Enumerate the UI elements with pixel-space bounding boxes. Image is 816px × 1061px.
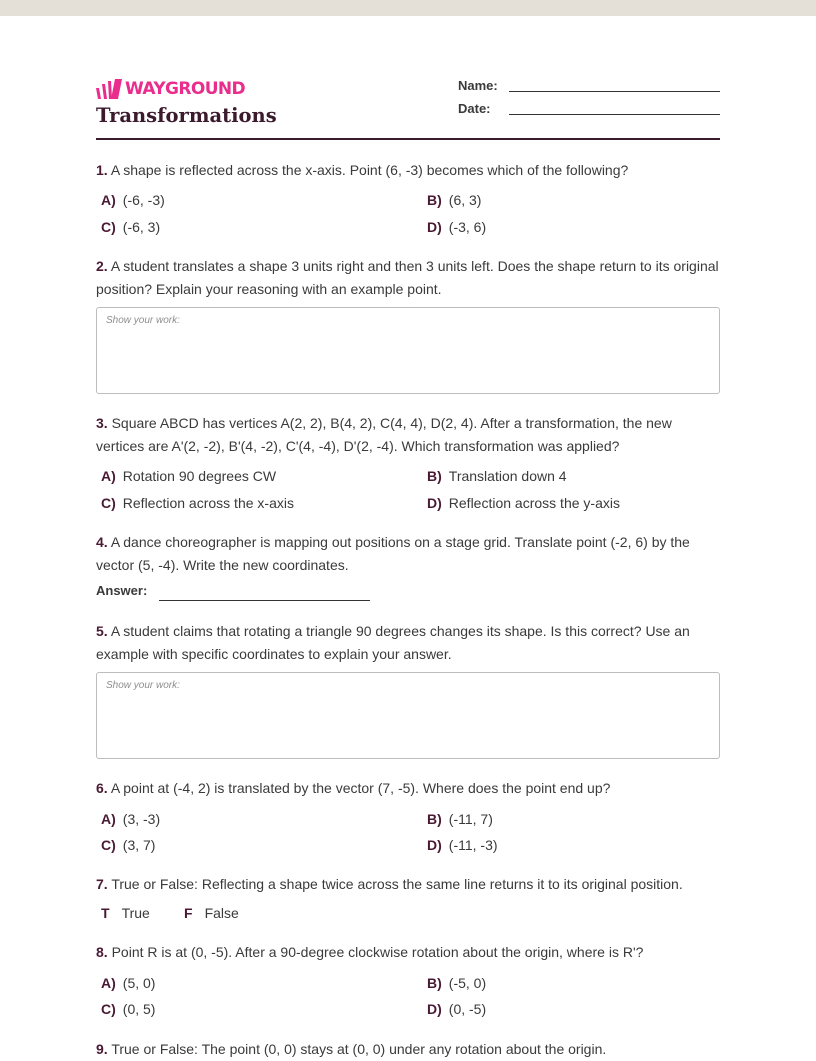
work-placeholder: Show your work:: [106, 680, 180, 691]
q3-option-b[interactable]: [427, 466, 567, 486]
question-text: A dance choreographer is mapping out positions on a stage grid. Translate point (-2, 6) by the vector (5, -4). Write the new coordinates.: [96, 534, 690, 573]
name-field[interactable]: [509, 91, 720, 92]
option-text: (6, 3): [448, 192, 482, 208]
question-7: [96, 873, 720, 896]
option-text: True: [121, 905, 150, 921]
option-text: Rotation 90 degrees CW: [122, 468, 277, 484]
option-letter: F: [184, 905, 193, 921]
question-text: Square ABCD has vertices A(2, 2), B(4, 2), C(4, 4), D(2, 4). After a transformation, the new vertices are A'(2, -2), B'(4, -2), C'(4, -4), D'(2, -4). Which transformation was applied?: [96, 415, 672, 454]
option-letter: B): [427, 468, 442, 484]
q4-answer-field[interactable]: [159, 600, 370, 601]
header-divider: [96, 138, 720, 140]
option-letter: D): [427, 219, 442, 235]
option-text: Translation down 4: [448, 468, 567, 484]
date-field[interactable]: [509, 114, 720, 115]
name-label: Name:: [458, 78, 498, 93]
option-letter: C): [101, 219, 116, 235]
q3-option-d[interactable]: [427, 493, 620, 513]
option-letter: A): [101, 192, 116, 208]
option-letter: B): [427, 975, 442, 991]
work-placeholder: Show your work:: [106, 315, 180, 326]
question-8: [96, 941, 720, 964]
question-text: A shape is reflected across the x-axis. Point (6, -3) becomes which of the following?: [110, 162, 629, 178]
question-text: A student claims that rotating a triangle 90 degrees changes its shape. Is this correct? Use an example with specific coordinates to explain your answer.: [96, 623, 690, 662]
q6-option-d[interactable]: [427, 835, 498, 855]
option-text: (-6, 3): [122, 219, 161, 235]
q7-option-true[interactable]: [101, 903, 150, 923]
option-letter: A): [101, 468, 116, 484]
q8-option-a[interactable]: [101, 973, 155, 993]
question-9: [96, 1038, 720, 1061]
option-text: (-11, 7): [448, 811, 493, 827]
q3-option-c[interactable]: [101, 493, 294, 513]
question-text: True or False: Reflecting a shape twice across the same line returns it to its original position.: [111, 876, 683, 892]
question-4: [96, 531, 720, 576]
question-number: 9.: [96, 1041, 108, 1057]
option-letter: D): [427, 837, 442, 853]
option-letter: A): [101, 811, 116, 827]
q3-option-a[interactable]: [101, 466, 276, 486]
option-letter: B): [427, 811, 442, 827]
q1-option-d[interactable]: [427, 217, 486, 237]
question-text: A point at (-4, 2) is translated by the vector (7, -5). Where does the point end up?: [110, 780, 611, 796]
option-letter: T: [101, 905, 110, 921]
q6-option-c[interactable]: [101, 835, 155, 855]
option-letter: C): [101, 837, 116, 853]
option-letter: B): [427, 192, 442, 208]
brand-logo: [96, 79, 245, 99]
option-letter: C): [101, 495, 116, 511]
question-text: A student translates a shape 3 units right and then 3 units left. Does the shape return to its original position? Explain your reasoning with an example point.: [96, 258, 719, 297]
q2-work-area[interactable]: [96, 307, 720, 394]
q6-option-b[interactable]: [427, 809, 493, 829]
wayground-logo-icon: [96, 79, 122, 99]
question-3: [96, 412, 720, 457]
q8-option-b[interactable]: [427, 973, 486, 993]
question-number: 2.: [96, 258, 108, 274]
option-letter: D): [427, 1001, 442, 1017]
answer-label: Answer:: [96, 583, 148, 598]
question-number: 4.: [96, 534, 108, 550]
question-number: 8.: [96, 944, 108, 960]
question-number: 7.: [96, 876, 108, 892]
q8-option-d[interactable]: [427, 999, 486, 1019]
option-letter: A): [101, 975, 116, 991]
question-number: 6.: [96, 780, 108, 796]
brand-name: WAYGROUND: [125, 79, 246, 99]
option-letter: D): [427, 495, 442, 511]
date-label: Date:: [458, 101, 491, 116]
option-text: Reflection across the x-axis: [122, 495, 294, 511]
option-text: (3, -3): [122, 811, 161, 827]
question-6: [96, 777, 720, 800]
worksheet-title: Transformations: [96, 104, 277, 127]
option-text: (-11, -3): [448, 837, 498, 853]
question-1: [96, 159, 720, 182]
question-2: [96, 255, 720, 300]
q1-option-c[interactable]: [101, 217, 160, 237]
option-letter: C): [101, 1001, 116, 1017]
option-text: (5, 0): [122, 975, 156, 991]
q6-option-a[interactable]: [101, 809, 160, 829]
option-text: False: [204, 905, 239, 921]
option-text: (0, -5): [448, 1001, 487, 1017]
option-text: (-5, 0): [448, 975, 487, 991]
page-top-margin: [0, 0, 816, 16]
q1-option-b[interactable]: [427, 190, 481, 210]
question-number: 1.: [96, 162, 108, 178]
question-5: [96, 620, 720, 665]
q7-option-false[interactable]: [184, 903, 239, 923]
q8-option-c[interactable]: [101, 999, 155, 1019]
option-text: (-3, 6): [448, 219, 487, 235]
question-text: Point R is at (0, -5). After a 90-degree clockwise rotation about the origin, where is R'?: [111, 944, 644, 960]
q1-option-a[interactable]: [101, 190, 165, 210]
option-text: (3, 7): [122, 837, 156, 853]
question-number: 5.: [96, 623, 108, 639]
option-text: (-6, -3): [122, 192, 165, 208]
question-text: True or False: The point (0, 0) stays at (0, 0) under any rotation about the origin.: [111, 1041, 607, 1057]
option-text: (0, 5): [122, 1001, 156, 1017]
q5-work-area[interactable]: [96, 672, 720, 759]
question-number: 3.: [96, 415, 108, 431]
option-text: Reflection across the y-axis: [448, 495, 620, 511]
